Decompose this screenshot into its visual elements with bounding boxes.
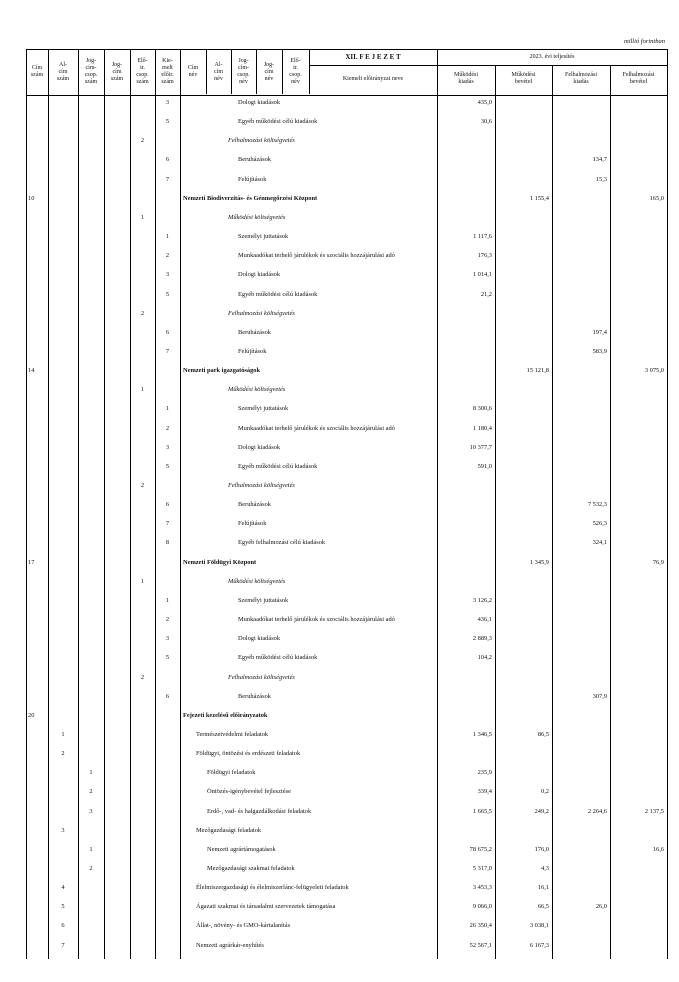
cell-alcim: 4 <box>61 884 65 892</box>
cell-name: Személyi juttatások <box>238 405 289 413</box>
cell-k: 1 <box>165 596 170 604</box>
cell-v3: 2 264,6 <box>587 807 607 815</box>
cell-name: Nemzeti Biodiverzitás- és Génmegőrzési Központ <box>183 194 318 202</box>
table-row <box>26 688 667 707</box>
cell-k: 3 <box>165 271 170 279</box>
cell-name: Beruházások <box>238 501 272 509</box>
cell-jcs: 1 <box>89 769 93 777</box>
cell-name: Földügyi, öntözési és erdészeti feladatok <box>196 750 301 758</box>
cell-name: Állat-, növény- és GMO-kártalanítás <box>196 922 291 930</box>
table-row <box>26 362 667 381</box>
cell-name: Természetvédelmi feladatok <box>196 730 269 738</box>
table-row <box>26 247 667 266</box>
cell-name: Felújítások <box>238 520 267 528</box>
cell-name: Személyi juttatások <box>238 233 289 241</box>
cell-v3: 324,1 <box>592 539 607 547</box>
cell-jcs: 1 <box>89 845 93 853</box>
cell-v2: 6 167,3 <box>529 941 549 949</box>
cell-v1: 436,1 <box>477 616 492 624</box>
table-row <box>26 554 667 573</box>
cell-alcim: 3 <box>61 826 65 834</box>
cell-v1: 591,0 <box>477 462 492 470</box>
cell-v2: 15 121,8 <box>526 367 549 375</box>
cell-k: 7 <box>165 520 170 528</box>
cell-v1: 2 889,3 <box>472 635 492 643</box>
grid-line <box>309 49 310 94</box>
cell-name: Dologi kiadások <box>238 443 281 451</box>
cell-name: Felújítások <box>238 347 267 355</box>
cell-k: 7 <box>165 175 170 183</box>
table-row <box>26 439 667 458</box>
header-felhalmozasi-bevetel: Felhalmozási bevétel <box>622 72 655 85</box>
table-row <box>26 534 667 553</box>
cell-name: Erdő-, vad- és halgazdálkodási feladatok <box>207 807 312 815</box>
header-mukodesi-kiadas: Működési kiadás <box>454 72 478 85</box>
cell-v1: 5 317,0 <box>472 865 492 872</box>
cell-k: 8 <box>165 539 170 547</box>
cell-v2: 0,2 <box>541 788 549 796</box>
cell-name: Felhalmozási költségvetés <box>228 137 295 145</box>
cell-v1: 9 066,0 <box>472 903 492 911</box>
table-row <box>26 420 667 439</box>
cell-k: 2 <box>165 424 170 432</box>
table-row <box>26 669 667 688</box>
cell-v1: 235,9 <box>477 769 492 777</box>
cell-jcs: 2 <box>89 865 93 872</box>
table-row <box>26 266 667 285</box>
cell-v1: 1 117,6 <box>473 233 492 241</box>
table-row <box>26 171 667 190</box>
table-row <box>26 324 667 343</box>
header-jogcimcsop: Jog- cím- csop. szám <box>84 58 98 85</box>
cell-k: 5 <box>165 290 170 298</box>
cell-name: Dologi kiadások <box>238 271 281 279</box>
table-row <box>26 764 667 783</box>
table-row <box>26 132 667 151</box>
header-cimnev: Cím név <box>187 65 199 78</box>
cell-name: Működési költségvetés <box>228 213 286 221</box>
cell-v2: 249,2 <box>534 807 549 815</box>
cell-v3: 26,0 <box>595 903 607 911</box>
cell-v3: 15,3 <box>595 175 607 183</box>
cell-name: Egyéb működési célú kiadások <box>238 118 318 126</box>
header-jogcimnev: Jog- cím név <box>263 61 275 82</box>
cell-v3: 526,3 <box>592 520 607 528</box>
cell-cim: 17 <box>28 558 35 566</box>
cell-k: 3 <box>165 635 170 643</box>
grid-line <box>256 49 257 94</box>
cell-v2: 16,1 <box>537 884 549 892</box>
cell-v1: 78 675,2 <box>469 845 492 853</box>
cell-k: 1 <box>165 405 170 413</box>
cell-k: 6 <box>165 328 170 336</box>
grid-line <box>206 49 207 94</box>
table-row <box>26 649 667 668</box>
header-jogcimcsopnev: Jog- cím- csop. név <box>237 58 250 85</box>
table-row <box>26 477 667 496</box>
cell-name: Nemzeti agrártámogatások <box>207 845 276 853</box>
cell-ecs: 1 <box>140 386 145 394</box>
cell-name: Nemzeti park igazgatóságok <box>183 367 261 375</box>
cell-name: Fejezeti kezelésű előirányzatok <box>183 711 268 719</box>
cell-v1: 1 346,5 <box>472 730 492 738</box>
header-eloircsopnev: Elő- ir. csop. név <box>289 58 302 85</box>
cell-v2: 66,5 <box>537 903 549 911</box>
cell-v2: 86,5 <box>537 730 549 738</box>
cell-v4: 2 137,5 <box>644 807 664 815</box>
cell-name: Mezőgazdasági feladatok <box>196 826 262 834</box>
cell-v2: 1 155,4 <box>529 194 549 202</box>
cell-v1: 104,2 <box>477 654 492 662</box>
cell-v1: 26 350,4 <box>469 922 492 930</box>
cell-name: Munkaadókat terhelő járulékok és szociális hozzájárulási adó <box>238 616 395 624</box>
cell-v1: 3 126,2 <box>472 596 492 604</box>
cell-name: Dologi kiadások <box>238 99 281 106</box>
cell-name: Felhalmozási költségvetés <box>228 309 295 317</box>
table-row <box>26 343 667 362</box>
table-row <box>26 707 667 726</box>
cell-alcim: 2 <box>61 750 65 758</box>
header-mukodesi-bevetel: Működési bevétel <box>511 72 536 85</box>
cell-name: Munkaadókat terhelő járulékok és szociális hozzájárulási adó <box>238 252 395 260</box>
cell-k: 3 <box>165 443 170 451</box>
cell-name: Működési költségvetés <box>228 577 286 585</box>
header-eloircsop: Elő- ir. csop. szám <box>136 58 149 85</box>
cell-v1: 10 377,7 <box>469 443 492 451</box>
cell-name: Mezőgazdasági szakmai feladatok <box>207 865 295 872</box>
cell-cim: 14 <box>28 367 35 375</box>
table-row <box>26 860 667 879</box>
table-row <box>26 400 667 419</box>
header-subline <box>309 65 667 66</box>
cell-k: 1 <box>165 233 170 241</box>
cell-v2: 1 345,9 <box>529 558 549 566</box>
cell-k: 6 <box>165 156 170 164</box>
cell-jcs: 2 <box>89 788 93 796</box>
cell-v1: 1 665,5 <box>472 807 492 815</box>
cell-name: Dologi kiadások <box>238 635 281 643</box>
cell-v3: 583,9 <box>592 347 607 355</box>
cell-name: Felhalmozási költségvetés <box>228 482 295 489</box>
cell-alcim: 7 <box>61 941 65 949</box>
table-row <box>26 611 667 630</box>
grid-line <box>667 49 668 959</box>
header-name: Kiemelt előirányzat neve <box>342 75 404 82</box>
table-row <box>26 841 667 860</box>
cell-v4: 3 075,0 <box>644 367 664 375</box>
table-row <box>26 496 667 515</box>
cell-k: 6 <box>165 692 170 700</box>
cell-alcim: 5 <box>61 903 65 911</box>
table-row <box>26 515 667 534</box>
header-felhalmozasi-kiadas: Felhalmozási kiadás <box>565 72 597 85</box>
cell-v1: 176,3 <box>477 252 492 260</box>
cell-name: Egyéb működési célú kiadások <box>238 654 318 662</box>
header-kiemelt: Kie- melt előir. szám <box>161 58 174 85</box>
cell-v1: 435,0 <box>477 99 492 106</box>
cell-k: 3 <box>165 99 170 106</box>
table-row <box>26 94 667 113</box>
cell-ecs: 2 <box>140 137 145 145</box>
header-alcimnev: Al- cím név <box>214 61 223 82</box>
cell-alcim: 1 <box>61 730 65 738</box>
cell-v1: 8 300,6 <box>472 405 492 413</box>
cell-cim: 10 <box>28 194 35 202</box>
cell-v1: 3 453,3 <box>472 884 492 892</box>
cell-v3: 307,9 <box>592 692 607 700</box>
cell-k: 6 <box>165 501 170 509</box>
cell-name: Személyi juttatások <box>238 596 289 604</box>
cell-v4: 16,6 <box>652 845 664 853</box>
cell-name: Munkaadókat terhelő járulékok és szociális hozzájárulási adó <box>238 424 395 432</box>
cell-name: Nemzeti agrárkár-enyhítés <box>196 941 264 949</box>
cell-name: Öntözés-igénybevétel fejlesztése <box>207 788 291 796</box>
grid-line <box>231 49 232 94</box>
cell-name: Ágazati szakmai és társadalmi szervezetek támogatása <box>196 903 336 911</box>
cell-jcs: 3 <box>89 807 93 815</box>
cell-v3: 197,4 <box>592 328 607 336</box>
cell-name: Felhalmozási költségvetés <box>228 673 295 681</box>
cell-k: 7 <box>165 347 170 355</box>
cell-name: Egyéb működési célú kiadások <box>238 290 318 298</box>
table-row <box>26 151 667 170</box>
table-row <box>26 803 667 822</box>
cell-v4: 165,0 <box>649 194 664 202</box>
cell-k: 2 <box>165 252 170 260</box>
cell-ecs: 2 <box>140 309 145 317</box>
cell-k: 5 <box>165 118 170 126</box>
cell-v1: 21,2 <box>480 290 492 298</box>
cell-name: Egyéb felhalmozási célú kiadások <box>238 539 326 547</box>
table-row <box>26 592 667 611</box>
cell-v3: 134,7 <box>592 156 607 164</box>
cell-k: 2 <box>165 616 170 624</box>
table-row <box>26 898 667 917</box>
header-alcim: Al- cím szám <box>56 61 70 82</box>
cell-v1: 339,4 <box>477 788 492 796</box>
table-row <box>26 458 667 477</box>
cell-ecs: 2 <box>140 673 145 681</box>
cell-name: Beruházások <box>238 692 272 700</box>
grid-line <box>282 49 283 94</box>
cell-name: Beruházások <box>238 328 272 336</box>
cell-ecs: 1 <box>140 213 145 221</box>
table-row <box>26 630 667 649</box>
header-cim: Cím szám <box>30 65 44 78</box>
header-jogcim: Jog- cím szám <box>110 61 124 82</box>
unit-label: millió forintban <box>624 38 665 45</box>
table-row <box>26 937 667 956</box>
cell-name: Felújítások <box>238 175 267 183</box>
table-row <box>26 783 667 802</box>
table-row <box>26 822 667 841</box>
table-row <box>26 573 667 592</box>
cell-ecs: 1 <box>140 577 145 585</box>
cell-name: Nemzeti Földügyi Központ <box>183 558 257 566</box>
cell-k: 5 <box>165 462 170 470</box>
cell-cim: 20 <box>28 711 35 719</box>
cell-name: Egyéb működési célú kiadások <box>238 462 318 470</box>
cell-v2: 3 038,1 <box>529 922 549 930</box>
cell-v2: 176,0 <box>534 845 549 853</box>
cell-v1: 52 567,1 <box>469 941 492 949</box>
cell-v1: 30,6 <box>480 118 492 126</box>
cell-v3: 7 532,3 <box>587 501 607 509</box>
table-row <box>26 113 667 132</box>
cell-v4: 76,9 <box>652 558 664 566</box>
cell-name: Beruházások <box>238 156 272 164</box>
table-row <box>26 879 667 898</box>
table-row <box>26 228 667 247</box>
cell-v1: 1 180,4 <box>472 424 492 432</box>
table-row <box>26 190 667 209</box>
cell-v1: 1 014,1 <box>472 271 492 279</box>
table-row <box>26 726 667 745</box>
chapter-title: XII. F E J E Z E T <box>345 52 401 61</box>
cell-v2: 4,3 <box>541 865 549 872</box>
cell-ecs: 2 <box>140 482 145 489</box>
cell-name: Élelmiszergazdasági és élelmiszerlánc-felügyeleti feladatok <box>196 884 349 892</box>
table-row <box>26 209 667 228</box>
table-row <box>26 745 667 764</box>
cell-name: Működési költségvetés <box>228 386 286 394</box>
cell-alcim: 6 <box>61 922 65 930</box>
table-row <box>26 305 667 324</box>
table-row <box>26 286 667 305</box>
cell-name: Földügyi feladatok <box>207 769 256 777</box>
cell-k: 5 <box>165 654 170 662</box>
table-row <box>26 917 667 936</box>
header-year: 2023. évi teljesítés <box>529 53 575 60</box>
table-row <box>26 381 667 400</box>
